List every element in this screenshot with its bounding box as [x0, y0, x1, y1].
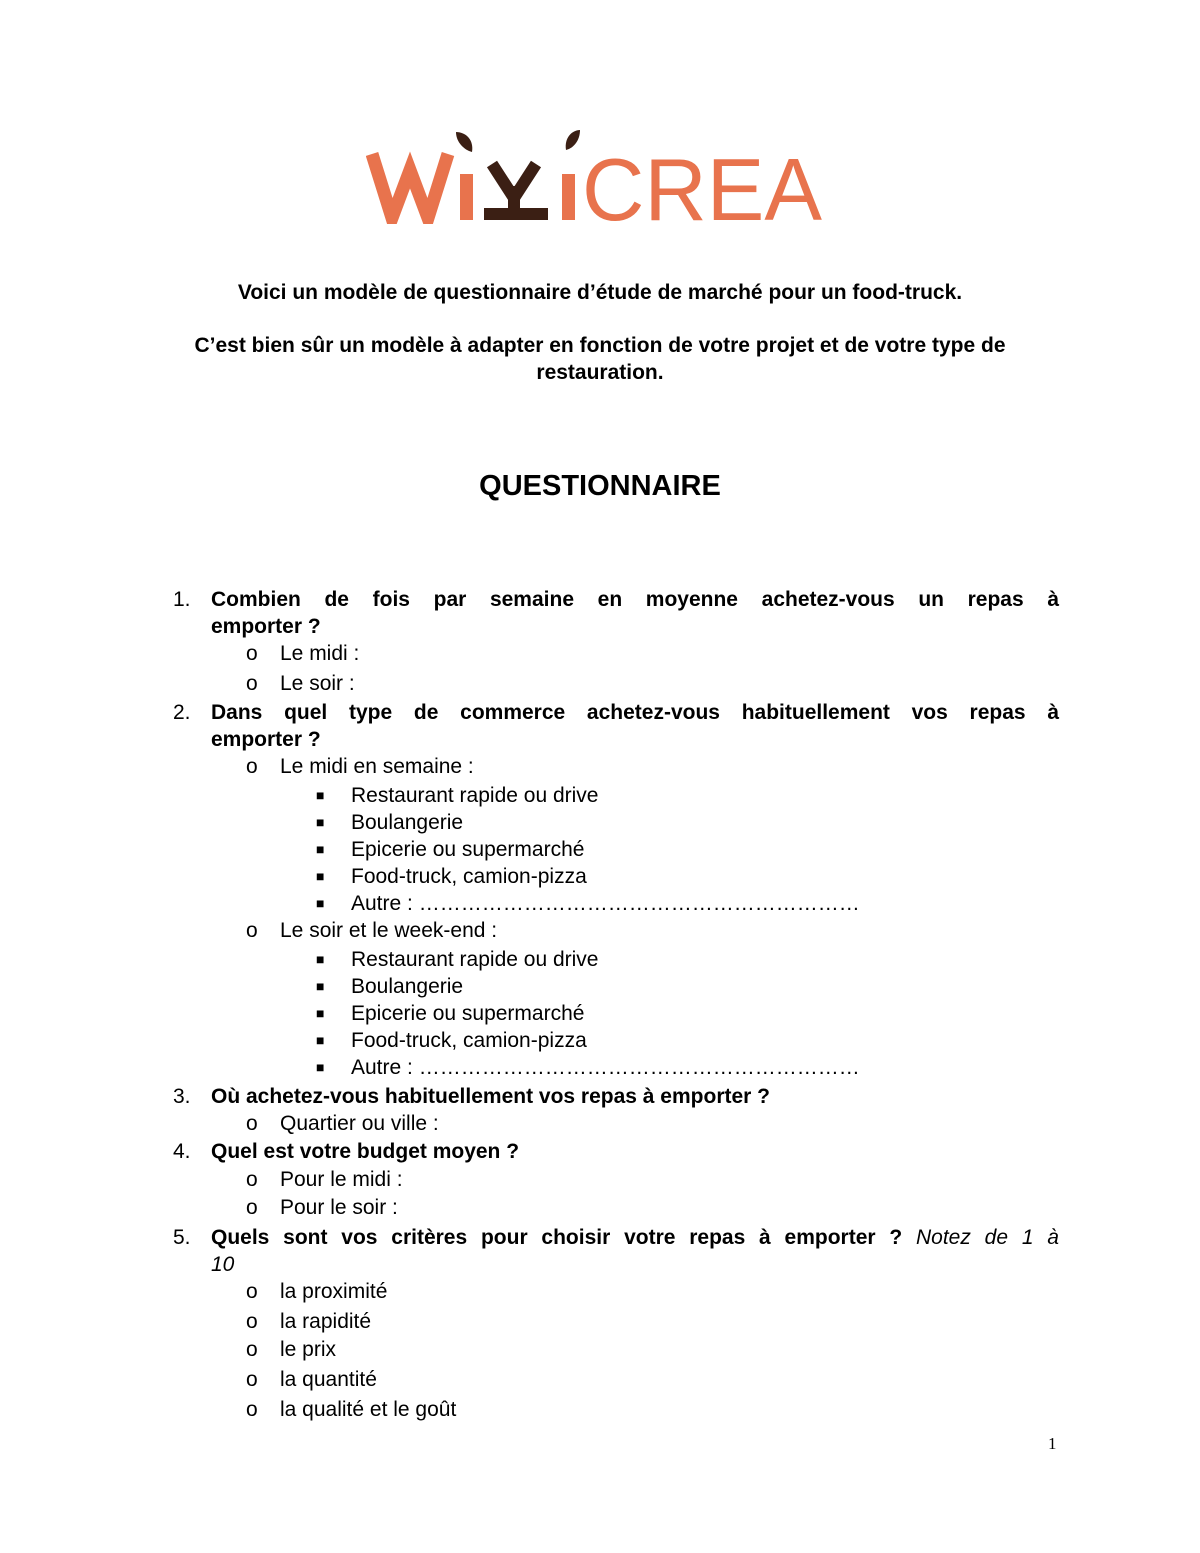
page-number: 1 — [1048, 1434, 1057, 1453]
sub-list-item: ■ Food-truck, camion-pizza — [316, 1029, 587, 1052]
logo-leaf-right — [566, 130, 580, 150]
list-item: o Pour le soir : — [246, 1196, 398, 1219]
list-item: o le prix — [246, 1338, 337, 1361]
sub-list-item: ■ Autre : ……………………………………………………… — [316, 892, 860, 915]
q1-text-line2: emporter ? — [211, 615, 321, 638]
logo-letter-i — [460, 174, 473, 220]
list-item: o Le midi en semaine : — [246, 755, 474, 778]
sub-list-item: ■ Boulangerie — [316, 811, 464, 834]
q1-number: 1. — [173, 588, 191, 611]
list-item: o Pour le midi : — [246, 1168, 403, 1191]
list-item: o la proximité — [246, 1280, 388, 1303]
list-item: o la qualité et le goût — [246, 1398, 457, 1421]
q1-text-line1: Combien de fois par semaine en moyenne achetez-vous un repas à — [211, 588, 1059, 611]
intro-line-2a: C’est bien sûr un modèle à adapter en fonction de votre projet et de votre type de — [194, 334, 1006, 357]
sub-list-item: ■ Food-truck, camion-pizza — [316, 865, 587, 888]
list-item: o la quantité — [246, 1368, 377, 1391]
intro-line-1: Voici un modèle de questionnaire d’étude de marché pour un food-truck. — [237, 281, 963, 304]
q5-text-line1: Quels sont vos critères pour choisir votre repas à emporter ? Notez de 1 à — [211, 1226, 1059, 1249]
q3-text: Où achetez-vous habituellement vos repas à emporter ? — [211, 1085, 770, 1108]
q3-number: 3. — [173, 1085, 191, 1108]
intro-line-2b: restauration. — [536, 361, 664, 384]
logo-letter-w — [372, 154, 448, 218]
q2-text-line1: Dans quel type de commerce achetez-vous habituellement vos repas à — [211, 701, 1059, 724]
sub-list-item: ■ Boulangerie — [316, 975, 464, 998]
logo-text-crea: CREA — [582, 140, 823, 224]
sub-list-item: ■ Restaurant rapide ou drive — [316, 948, 599, 971]
list-item: o la rapidité — [246, 1310, 372, 1333]
sub-list-item: ■ Epicerie ou supermarché — [316, 838, 585, 861]
q4-text: Quel est votre budget moyen ? — [211, 1140, 520, 1163]
q5-text-line2: 10 — [211, 1253, 235, 1276]
logo-leaf-left — [456, 132, 472, 152]
list-item: o Le soir et le week-end : — [246, 919, 498, 942]
sub-list-item: ■ Restaurant rapide ou drive — [316, 784, 599, 807]
q4-number: 4. — [173, 1140, 191, 1163]
page-title: QUESTIONNAIRE — [479, 470, 721, 502]
q5-number: 5. — [173, 1226, 191, 1249]
wikicrea-logo — [366, 124, 826, 224]
logo-letter-i2 — [562, 174, 575, 220]
list-item: o Quartier ou ville : — [246, 1112, 439, 1135]
sub-list-item: ■ Autre : ……………………………………………………… — [316, 1056, 860, 1079]
list-item: o Le soir : — [246, 672, 355, 695]
sub-list-item: ■ Epicerie ou supermarché — [316, 1002, 585, 1025]
q2-text-line2: emporter ? — [211, 728, 321, 751]
list-item: o Le midi : — [246, 642, 360, 665]
q2-number: 2. — [173, 701, 191, 724]
